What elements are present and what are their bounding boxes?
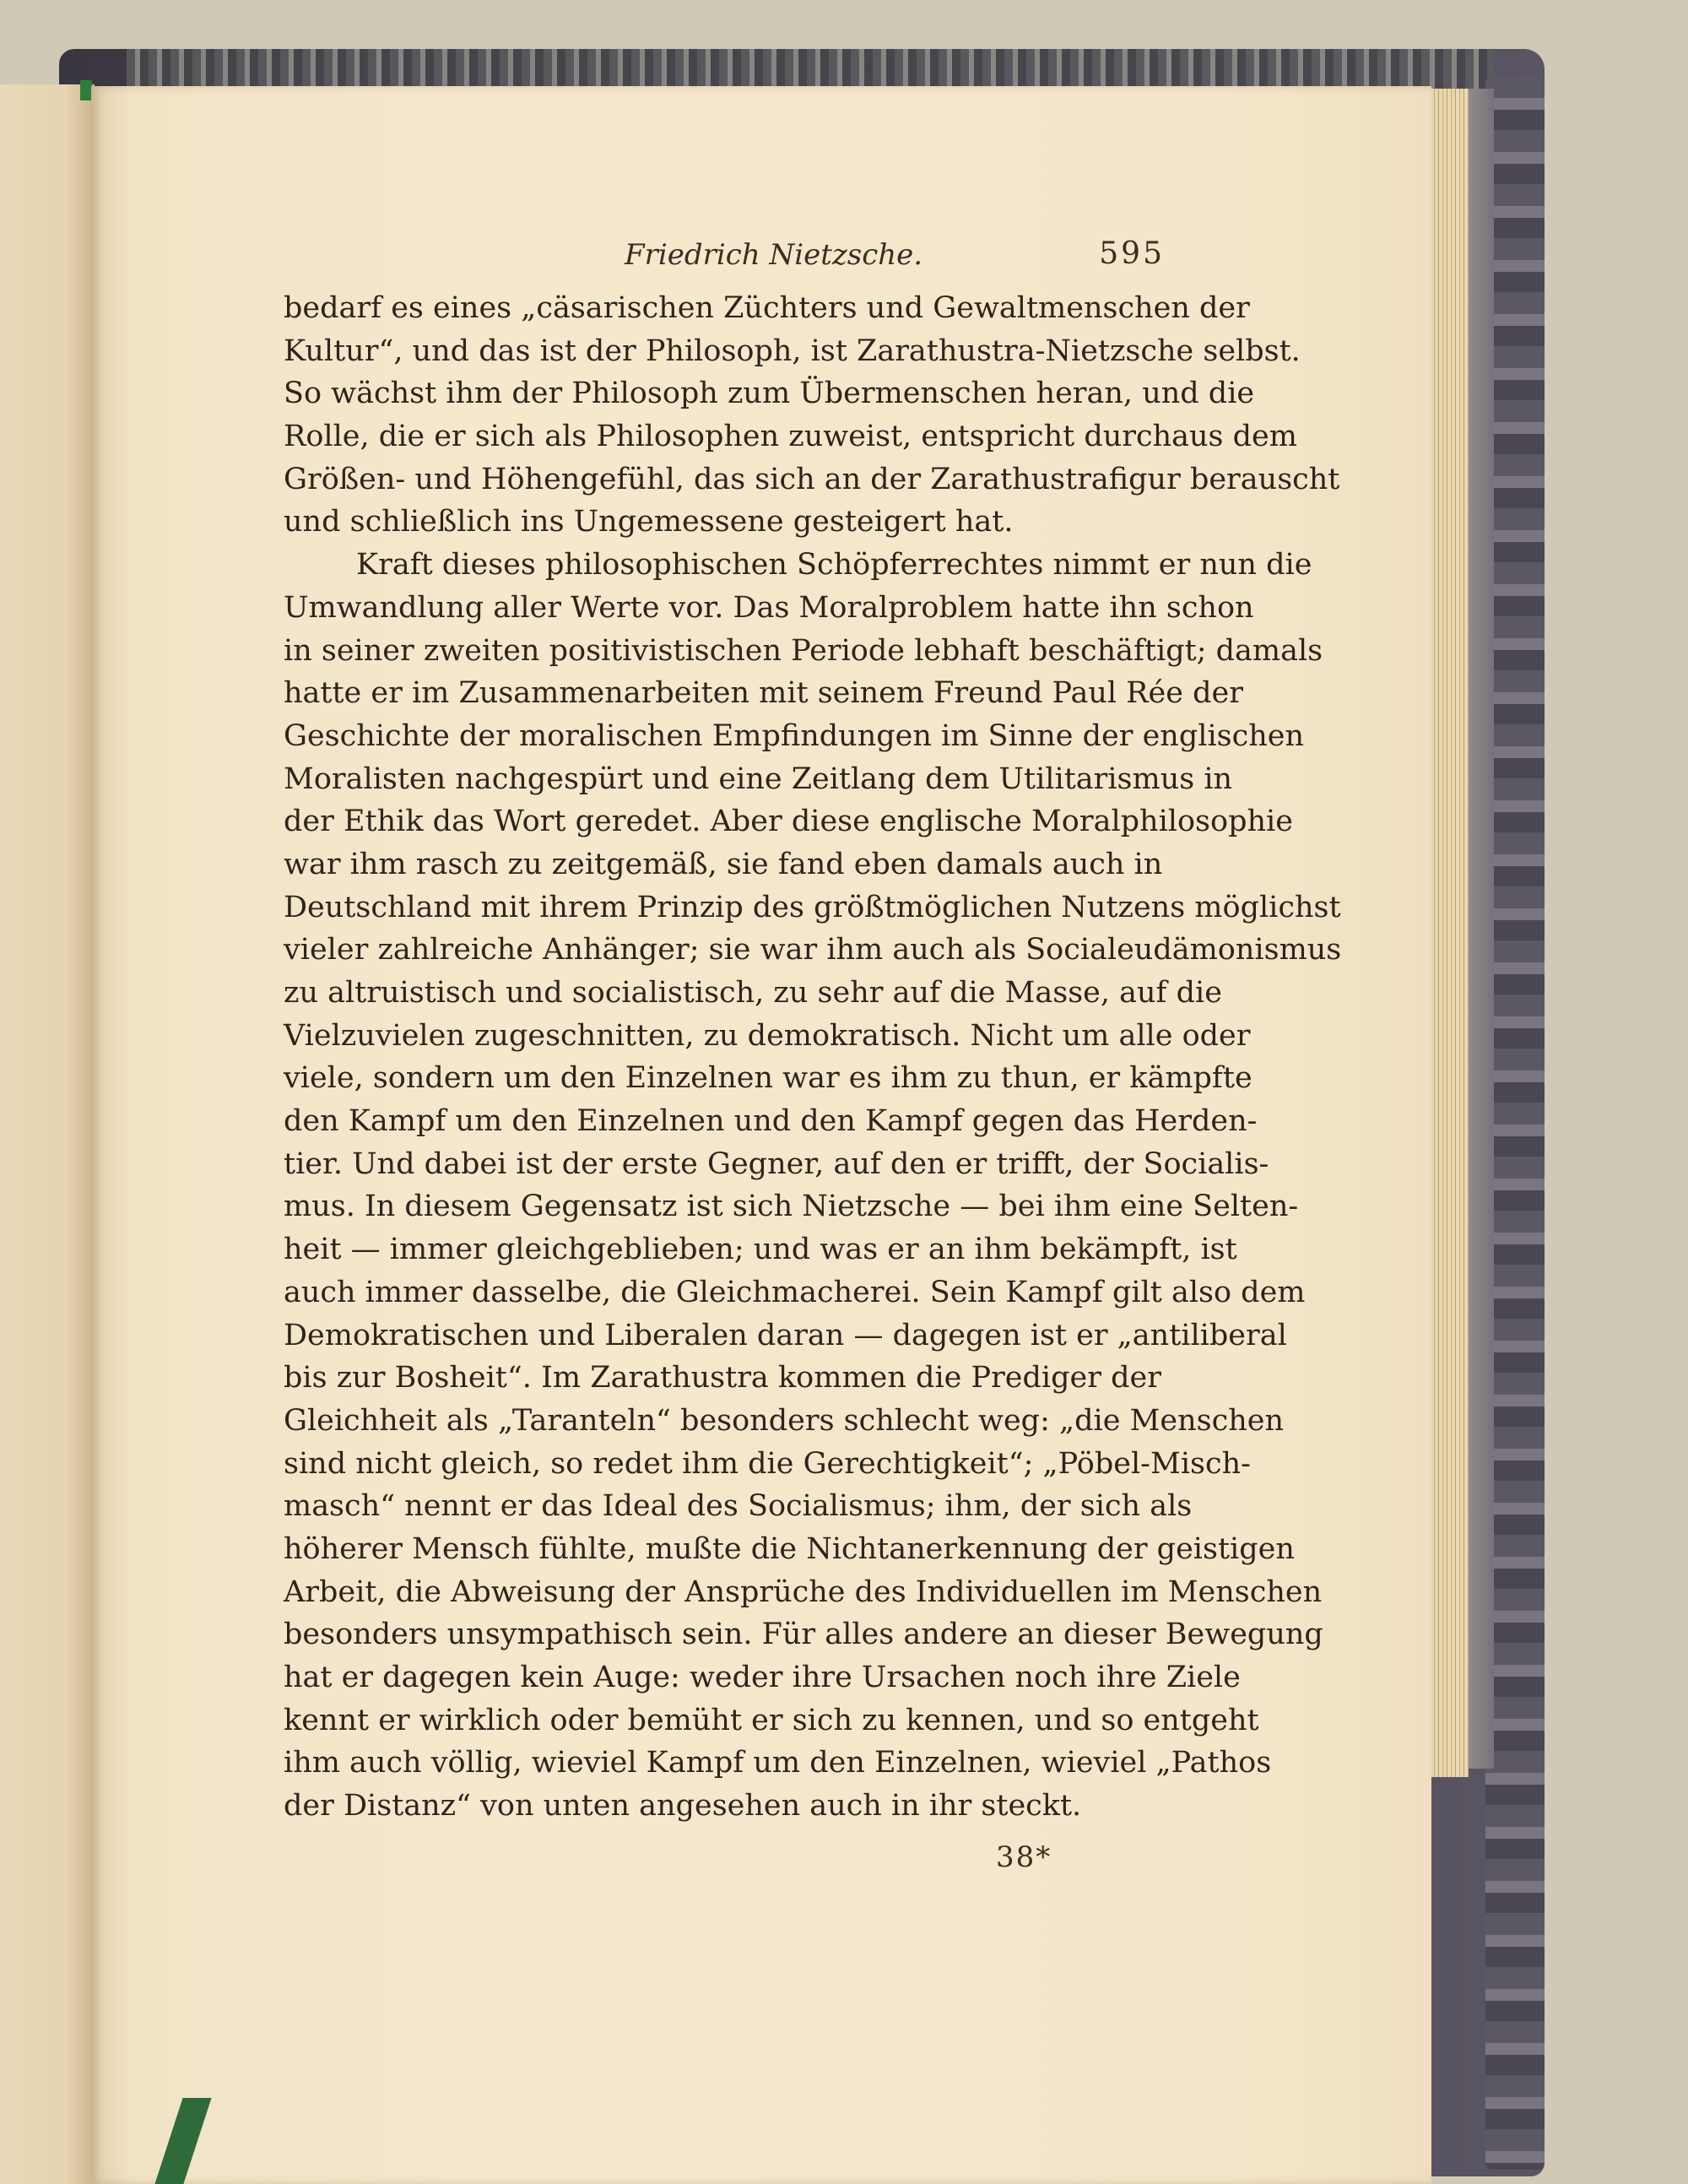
text-line: besonders unsympathisch sein. Für alles andere an dieser Bewegung <box>284 1618 1323 1652</box>
text-line: bedarf es eines „cäsarischen Züchters und Gewaltmenschen der <box>284 291 1250 325</box>
text-line: der Distanz“ von unten angesehen auch in ihr steckt. <box>284 1789 1082 1824</box>
paragraph-start-line: Kraft dieses philosophischen Schöpferrechtes nimmt er nun die <box>356 548 1312 583</box>
running-head <box>279 233 1165 284</box>
text-line: sind nicht gleich, so redet ihm die Gerechtigkeit“; „Pöbel-Misch- <box>284 1446 1251 1481</box>
text-line: So wächst ihm der Philosoph zum Übermenschen heran, und die <box>284 377 1255 411</box>
text-line: viele, sondern um den Einzelnen war es ihm zu thun, er kämpfte <box>284 1061 1252 1096</box>
text-line: Größen- und Höhengefühl, das sich an der Zarathustrafigur berauscht <box>284 462 1340 496</box>
text-line: war ihm rasch zu zeitgemäß, sie fand eben damals auch in <box>284 847 1163 881</box>
text-line: Moralisten nachgespürt und eine Zeitlang dem Utilitarismus in <box>284 761 1233 796</box>
text-line: den Kampf um den Einzelnen und den Kampf gegen das Herden- <box>284 1104 1258 1139</box>
body-text <box>284 287 1342 1828</box>
text-line: Demokratischen und Liberalen daran — dagegen ist er „antiliberal <box>284 1318 1287 1352</box>
text-line: masch“ nennt er das Ideal des Socialismus; ihm, der sich als <box>284 1489 1193 1524</box>
text-line: und schließlich ins Ungemessene gesteigert hat. <box>284 505 1014 539</box>
text-line: tier. Und dabei ist der erste Gegner, auf den er trifft, der Socialis- <box>284 1146 1269 1181</box>
text-line: in seiner zweiten positivistischen Periode lebhaft beschäftigt; damals <box>284 633 1323 668</box>
running-title: Friedrich Nietzsche. <box>625 238 923 272</box>
printer-signature-mark: 38* <box>996 1840 1052 1874</box>
text-line: Umwandlung aller Werte vor. Das Moralproblem hatte ihn schon <box>284 590 1254 625</box>
text-line: Kultur“, und das ist der Philosoph, ist Zarathustra-Nietzsche selbst. <box>284 333 1301 368</box>
text-line: Deutschland mit ihrem Prinzip des größtmöglichen Nutzens möglichst <box>284 890 1341 924</box>
text-line: vieler zahlreiche Anhänger; sie war ihm auch als Socialeudämonismus <box>284 933 1342 967</box>
text-line: kennt er wirklich oder bemüht er sich zu kennen, und so entgeht <box>284 1703 1259 1737</box>
text-line: Gleichheit als „Taranteln“ besonders schlecht weg: „die Menschen <box>284 1403 1285 1438</box>
text-line: Vielzuvielen zugeschnitten, zu demokratisch. Nicht um alle oder <box>284 1018 1251 1053</box>
page-number: 595 <box>1099 236 1165 271</box>
text-line: ihm auch völlig, wieviel Kampf um den Einzelnen, wieviel „Pathos <box>284 1746 1272 1780</box>
text-line: zu altruistisch und socialistisch, zu sehr auf die Masse, auf die <box>284 976 1222 1010</box>
text-line: Arbeit, die Abweisung der Ansprüche des Individuellen im Menschen <box>284 1574 1323 1609</box>
text-line: höherer Mensch fühlte, mußte die Nichtanerkennung der geistigen <box>284 1531 1295 1566</box>
text-line: Rolle, die er sich als Philosophen zuweist, entspricht durchaus dem <box>284 420 1297 454</box>
cover-edge <box>1485 76 1545 2170</box>
text-line: hatte er im Zusammenarbeiten mit seinem Freund Paul Rée der <box>284 676 1243 711</box>
text-line: hat er dagegen kein Auge: weder ihre Ursachen noch ihre Ziele <box>284 1661 1241 1694</box>
text-line: auch immer dasselbe, die Gleichmacherei. Sein Kampf gilt also dem <box>284 1275 1306 1309</box>
bookmark-ribbon-top <box>80 80 92 100</box>
text-line: heit — immer gleichgeblieben; und was er an ihm bekämpft, ist <box>284 1233 1237 1267</box>
text-line: Geschichte der moralischen Empfindungen im Sinne der englischen <box>284 718 1305 753</box>
text-line: mus. In diesem Gegensatz ist sich Nietzsche — bei ihm eine Selten- <box>284 1190 1299 1224</box>
text-line: der Ethik das Wort geredet. Aber diese englische Moralphilosophie <box>284 805 1293 839</box>
text-line: bis zur Bosheit“. Im Zarathustra kommen die Prediger der <box>284 1361 1161 1395</box>
left-page-edge <box>0 84 95 2184</box>
page-stack-shadow <box>1469 89 1494 1769</box>
